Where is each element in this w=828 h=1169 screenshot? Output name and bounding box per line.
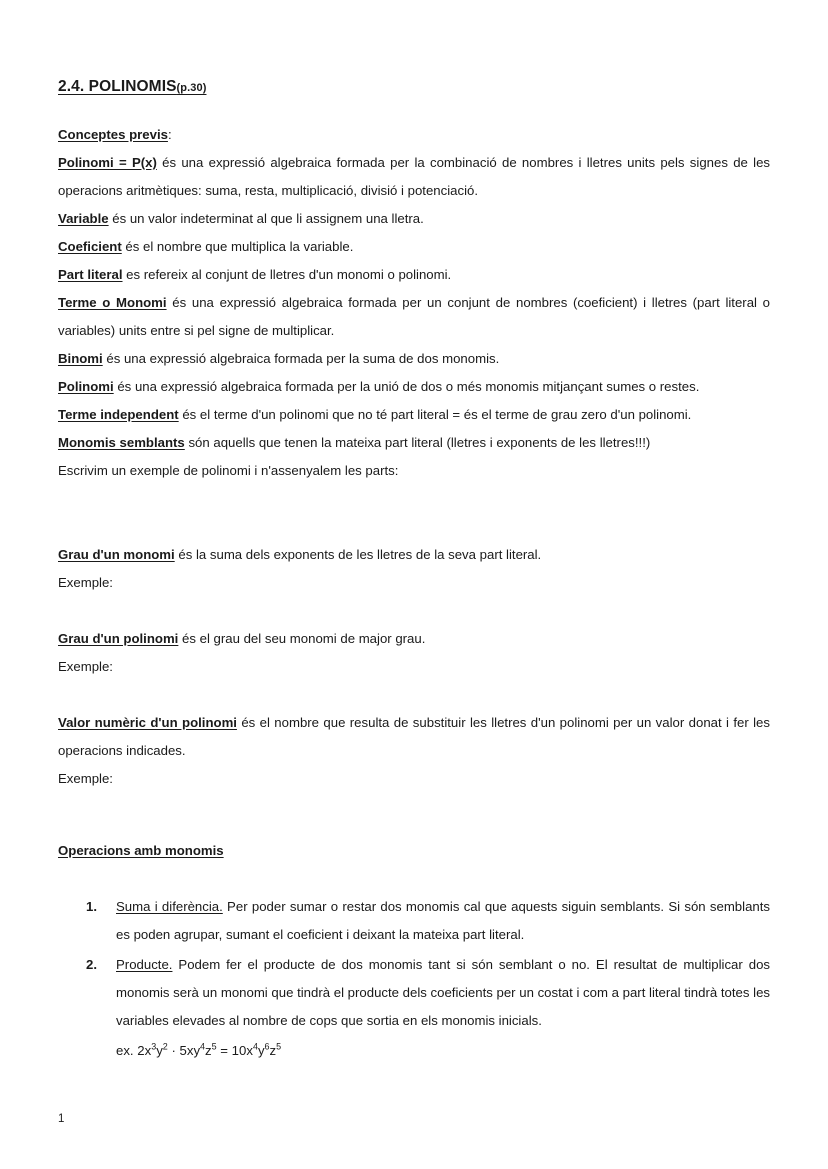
exponent: 5: [211, 1041, 217, 1052]
exemple-label-valor-numeric: Exemple:: [58, 770, 113, 786]
definition-terme-independent: [58, 401, 770, 429]
definition-term: Terme o Monomi: [58, 294, 167, 310]
definition-term: Polinomi: [58, 378, 114, 394]
exemple-label-grau-monomi: Exemple:: [58, 574, 113, 590]
write-example-note: Escrivim un exemple de polinomi i n'assenyalem les parts:: [58, 462, 399, 478]
operation-label: Suma i diferència.: [116, 898, 223, 914]
definition-body: es refereix al conjunt de lletres d'un monomi o polinomi.: [122, 266, 452, 282]
operation-body: Per poder sumar o restar dos monomis cal que aquests siguin semblants. Si són semblants es poden agrupar, sumant el coeficient i deixant la mateixa part literal.: [116, 898, 770, 942]
definition-term: Polinomi = P(x): [58, 154, 157, 170]
definition-term: Part literal: [58, 266, 123, 282]
example-prefix: ex.: [116, 1042, 138, 1058]
spacer-after-operations-heading: [58, 865, 770, 893]
definition-body: és la suma dels exponents de les lletres de la seva part literal.: [174, 546, 542, 562]
exponent: 6: [264, 1041, 270, 1052]
list-item: [58, 951, 770, 1035]
definition-coeficient: [58, 233, 770, 261]
definition-term: Terme independent: [58, 406, 179, 422]
definition-body: és una expressió algebraica formada per un conjunt de nombres (coeficient) i lletres (part literal o variables) units entre si pel signe de multiplicar.: [58, 294, 770, 338]
definition-polinomi-px: [58, 149, 770, 205]
definition-body: és el nombre que multiplica la variable.: [121, 238, 354, 254]
page-title-reference: (p.30): [176, 82, 207, 94]
product-example-expression: [58, 1037, 770, 1065]
page-number: 1: [58, 1113, 65, 1125]
definition-term: Grau d'un monomi: [58, 546, 175, 562]
exponent: 2: [162, 1041, 168, 1052]
definition-term: Monomis semblants: [58, 434, 185, 450]
definition-body: és un valor indeterminat al que li assignem una lletra.: [108, 210, 424, 226]
exponent: 5: [276, 1041, 282, 1052]
concepts-heading-label: Conceptes previs: [58, 126, 168, 142]
operation-label: Producte.: [116, 956, 173, 972]
definition-part-literal: [58, 261, 770, 289]
definition-grau-polinomi: [58, 625, 770, 653]
page-title: [58, 78, 770, 97]
concepts-heading: [58, 121, 770, 149]
operations-heading-label: Operacions amb monomis: [58, 842, 224, 858]
page-title-main: 2.4. POLINOMIS: [58, 78, 177, 95]
definition-body: és una expressió algebraica formada per la combinació de nombres i lletres units pels signes de les operacions aritmètiques: suma, resta, multiplicació, divisió i potenciació.: [58, 154, 770, 198]
exemple-label-grau-polinomi: Exemple:: [58, 658, 113, 674]
list-item: [58, 893, 770, 949]
spacer-grau-monomi: [58, 597, 770, 625]
definition-terme-o-monomi: [58, 289, 770, 345]
definition-variable: [58, 205, 770, 233]
definition-monomis-semblants: [58, 429, 770, 457]
definition-body: són aquells que tenen la mateixa part literal (lletres i exponents de les lletres!!!): [184, 434, 651, 450]
definition-body: és una expressió algebraica formada per la suma de dos monomis.: [102, 350, 500, 366]
definition-valor-numeric: [58, 709, 770, 765]
definition-term: Binomi: [58, 350, 103, 366]
definition-grau-monomi: [58, 541, 770, 569]
spacer-before-operations: [58, 793, 770, 837]
definition-body: és el nombre que resulta de substituir les lletres d'un polinomi per un valor donat i fer les operacions indicades.: [58, 714, 770, 758]
exponent: 3: [151, 1041, 157, 1052]
definition-body: és el terme d'un polinomi que no té part literal = és el terme de grau zero d'un polinomi.: [178, 406, 692, 422]
spacer-after-example-note: [58, 485, 770, 541]
operations-list: [58, 893, 770, 1035]
definition-term: Variable: [58, 210, 109, 226]
math-expression: $2x^3y^2 \cdot 5xy^4z^5 = 10x^4y^6z^5$: [137, 1041, 282, 1058]
definition-body: és una expressió algebraica formada per la unió de dos o més monomis mitjançant sumes o restes.: [113, 378, 700, 394]
exponent: 4: [200, 1041, 206, 1052]
operation-body: Podem fer el producte de dos monomis tant si són semblant o no. El resultat de multiplicar dos monomis serà un monomi que tindrà el producte dels coeficients per un costat i com a part literal tindrà totes les variables elevades al nombre de cops que sortia en els monomis inicials.: [116, 956, 770, 1028]
definition-polinomi: [58, 373, 770, 401]
definition-binomi: [58, 345, 770, 373]
exponent: 4: [252, 1041, 258, 1052]
spacer-grau-polinomi: [58, 681, 770, 709]
definition-body: és el grau del seu monomi de major grau.: [178, 630, 426, 646]
definition-term: Valor numèric d'un polinomi: [58, 714, 237, 730]
definition-term: Grau d'un polinomi: [58, 630, 179, 646]
operations-heading: [58, 837, 770, 865]
concepts-heading-colon: :: [167, 126, 172, 142]
definition-term: Coeficient: [58, 238, 122, 254]
